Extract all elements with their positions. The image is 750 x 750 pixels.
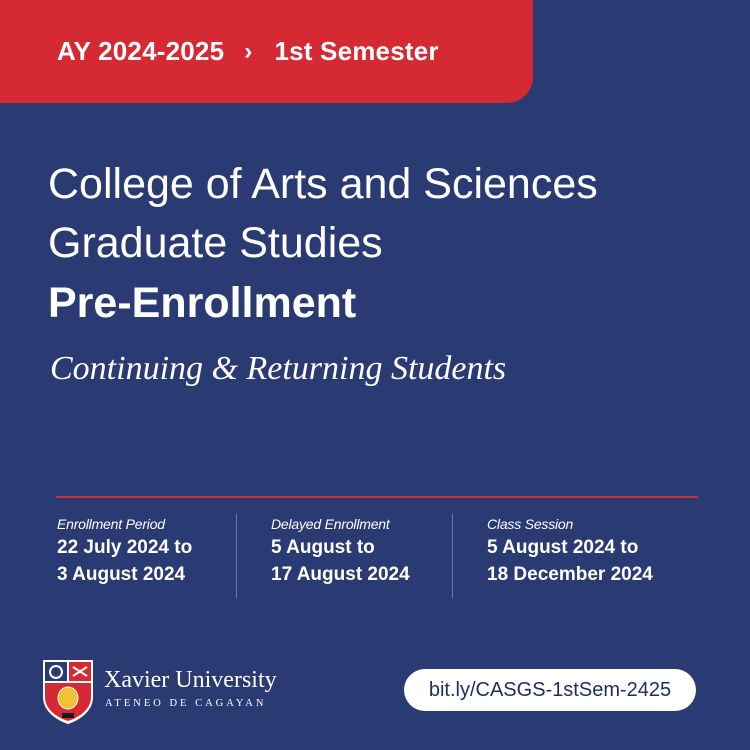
schedule-date-end: 3 August 2024 (57, 564, 186, 585)
college-name: College of Arts and Sciences (48, 160, 598, 208)
event-title: Pre-Enrollment (48, 279, 357, 327)
schedule-label: Enrollment Period (57, 516, 165, 532)
title-block (48, 155, 728, 333)
university-name: Xavier University (104, 667, 277, 693)
program-name: Graduate Studies (48, 219, 383, 267)
schedule-label: Class Session (487, 516, 574, 532)
schedule-columns (0, 514, 750, 598)
semester-banner (0, 0, 533, 103)
schedule-label: Delayed Enrollment (271, 516, 390, 532)
registration-link[interactable]: bit.ly/CASGS-1stSem-2425 (404, 669, 696, 711)
schedule-enrollment-period (57, 514, 192, 598)
schedule-date-start: 5 August 2024 to (487, 537, 639, 558)
university-subname: ATENEO DE CAGAYAN (105, 698, 267, 709)
audience-subtitle: Continuing & Returning Students (50, 350, 507, 387)
chevron-right-icon: › (244, 37, 253, 65)
schedule-date-start: 22 July 2024 to (57, 537, 193, 558)
academic-year: AY 2024-2025 (57, 36, 225, 66)
column-separator (236, 514, 237, 598)
schedule-class-session (487, 514, 653, 598)
schedule-date-end: 17 August 2024 (271, 564, 410, 585)
semester-label: 1st Semester (274, 36, 439, 66)
schedule-date-start: 5 August to (271, 537, 375, 558)
divider (56, 496, 698, 498)
university-seal-icon (40, 657, 96, 725)
schedule-delayed-enrollment (271, 514, 410, 598)
column-separator (452, 514, 453, 598)
schedule-date-end: 18 December 2024 (487, 564, 653, 585)
university-logo (40, 657, 300, 727)
